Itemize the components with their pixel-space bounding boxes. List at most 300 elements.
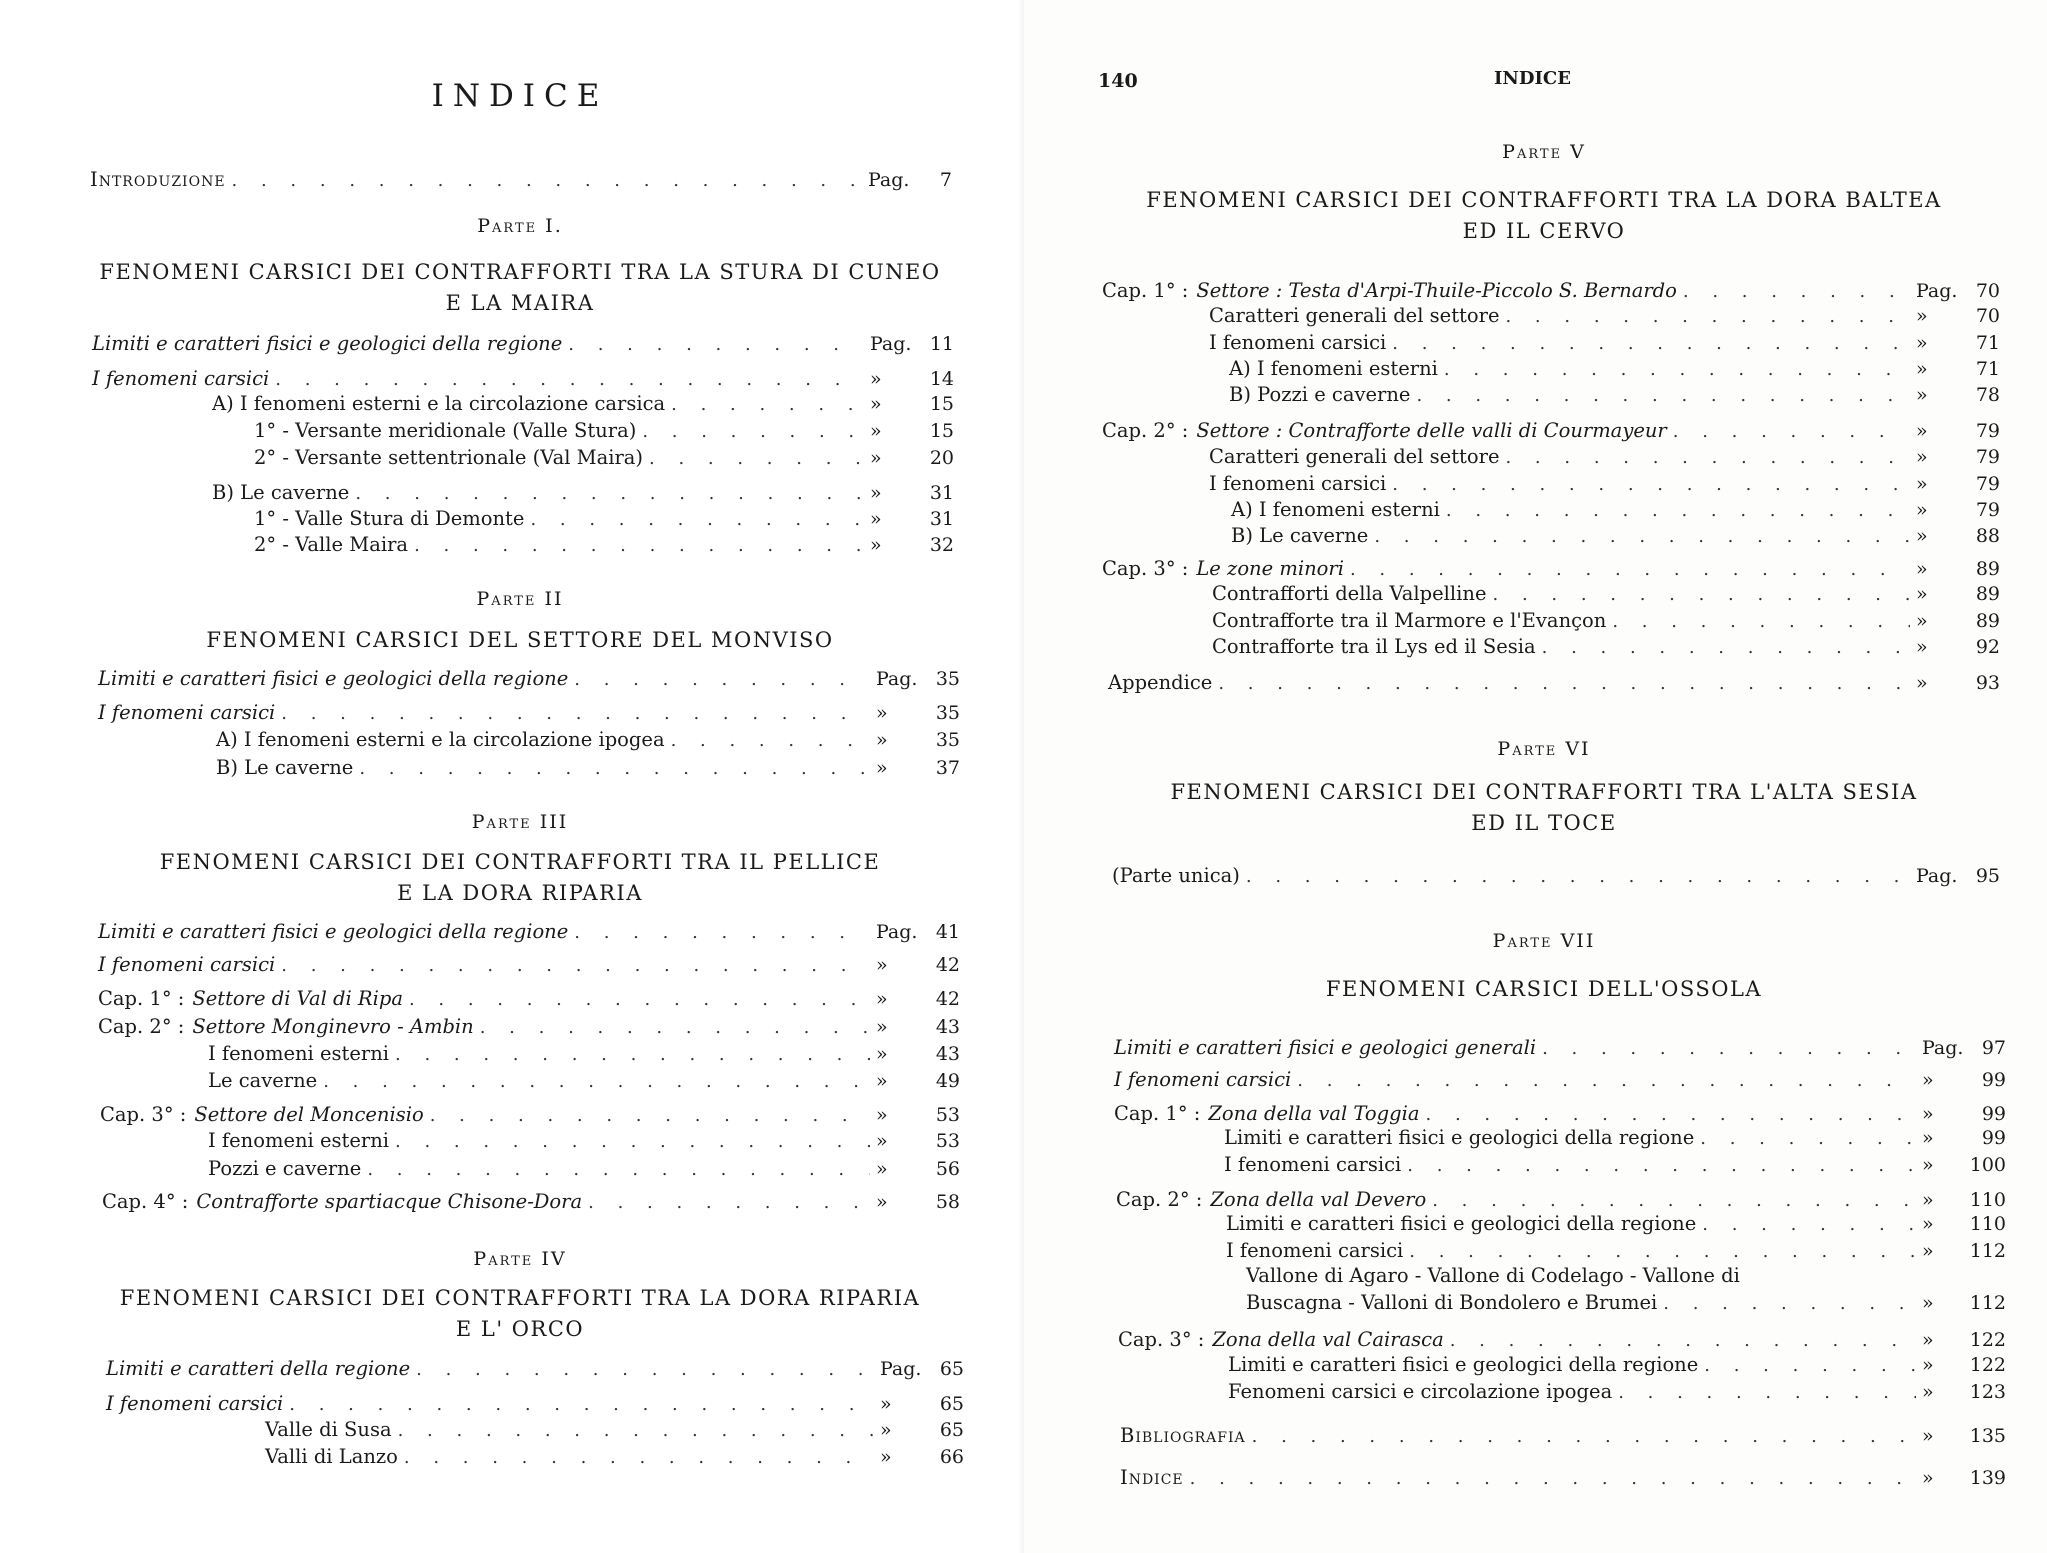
entry-label: I fenomeni carsici — [1224, 1153, 1402, 1176]
entry-ref: » — [1922, 1467, 1934, 1489]
entry-page: 43 — [935, 1043, 960, 1065]
part-label: Parte III — [471, 811, 569, 833]
entry-page: 49 — [935, 1070, 960, 1092]
entry-page: 122 — [1969, 1354, 2006, 1376]
right-page — [1024, 0, 2047, 1553]
toc-entry-indice[interactable] — [1120, 1466, 2006, 1493]
entry-label: Caratteri generali del settore — [1209, 304, 1500, 327]
chapter-label: Cap. 4° : — [102, 1190, 189, 1213]
toc-entry[interactable] — [106, 1357, 964, 1384]
entry-ref: Pag. — [1922, 1037, 1964, 1059]
entry-label: Settore : Testa d'Arpi-Thuile-Piccolo S. Bernardo — [1196, 279, 1677, 302]
leader-dots — [395, 1044, 870, 1065]
toc-entry[interactable] — [1102, 419, 2000, 446]
entry-label: Limiti e caratteri della regione — [106, 1357, 411, 1380]
toc-entry[interactable] — [98, 953, 960, 980]
entry-page: 79 — [1975, 446, 2000, 468]
entry-page: 53 — [935, 1104, 960, 1126]
entry-page: 97 — [1981, 1037, 2006, 1059]
chapter-label: Cap. 1° : — [1114, 1102, 1201, 1125]
entry-page: 122 — [1969, 1329, 2006, 1351]
toc-entry[interactable] — [1246, 1264, 2006, 1291]
entry-ref: » — [876, 1043, 888, 1065]
leader-dots — [395, 1131, 870, 1152]
entry-page: 88 — [1975, 525, 2000, 547]
leader-dots — [530, 509, 864, 530]
toc-entry[interactable] — [216, 728, 960, 755]
leader-dots — [1612, 611, 1910, 632]
entry-ref: » — [1922, 1354, 1934, 1376]
toc-entry[interactable] — [265, 1418, 964, 1445]
leader-dots — [1446, 500, 1910, 521]
toc-entry[interactable] — [1112, 864, 2000, 891]
entry-page: 14 — [929, 368, 954, 390]
entry-label: Appendice — [1108, 671, 1213, 694]
leader-dots — [671, 730, 870, 751]
leader-dots — [1683, 281, 1910, 302]
leader-dots — [1444, 359, 1910, 380]
page-title: INDICE — [431, 78, 609, 114]
leader-dots — [480, 1017, 870, 1038]
entry-label: B) Pozzi e caverne — [1229, 383, 1411, 406]
entry-label: 2° - Valle Maira — [254, 533, 409, 556]
toc-entry[interactable] — [100, 1103, 960, 1130]
part-label: Parte IV — [473, 1248, 567, 1270]
entry-ref: » — [880, 1446, 892, 1468]
leader-dots — [1297, 1070, 1916, 1091]
leader-dots — [1392, 333, 1910, 354]
toc-entry[interactable] — [254, 533, 954, 560]
leader-dots — [359, 758, 870, 779]
entry-label: Zona della val Toggia — [1208, 1102, 1420, 1125]
entry-page: 100 — [1969, 1154, 2006, 1176]
leader-dots — [281, 703, 870, 724]
entry-ref: » — [880, 1419, 892, 1441]
toc-entry[interactable] — [98, 920, 960, 947]
entry-page: 99 — [1981, 1069, 2006, 1091]
entry-ref: » — [870, 393, 882, 415]
entry-label: B) Le caverne — [1231, 524, 1369, 547]
entry-label: A) I fenomeni esterni — [1231, 498, 1440, 521]
entry-page: 56 — [935, 1158, 960, 1180]
entry-ref: » — [1922, 1103, 1934, 1125]
entry-page: 79 — [1975, 473, 2000, 495]
entry-label: Caratteri generali del settore — [1209, 445, 1500, 468]
toc-entry[interactable] — [1114, 1068, 2006, 1095]
leader-dots — [1700, 1128, 1916, 1149]
entry-ref: » — [1916, 473, 1928, 495]
entry-label: Valli di Lanzo — [265, 1445, 398, 1468]
entry-ref: » — [876, 1104, 888, 1126]
entry-label: I fenomeni esterni — [208, 1129, 390, 1152]
entry-ref: » — [1922, 1213, 1934, 1235]
entry-ref: » — [1916, 558, 1928, 580]
entry-page: 92 — [1975, 636, 2000, 658]
entry-label: Contrafforti della Valpelline — [1212, 582, 1487, 605]
entry-ref: » — [870, 420, 882, 442]
toc-entry[interactable] — [1118, 1328, 2006, 1355]
entry-page: 58 — [935, 1191, 960, 1213]
entry-label: B) Le caverne — [212, 481, 350, 504]
entry-page: 65 — [939, 1419, 964, 1441]
entry-label: Settore di Val di Ripa — [192, 987, 403, 1010]
entry-page: 35 — [935, 668, 960, 690]
entry-ref: » — [1916, 583, 1928, 605]
entry-page: 32 — [929, 534, 954, 556]
entry-ref: » — [1916, 525, 1928, 547]
toc-entry[interactable] — [1108, 671, 2000, 698]
entry-page: 112 — [1969, 1292, 2006, 1314]
leader-dots — [416, 1359, 874, 1380]
entry-label: Settore del Moncenisio — [194, 1103, 424, 1126]
entry-label: Contrafforte tra il Marmore e l'Evançon — [1212, 609, 1607, 632]
entry-ref: » — [1916, 332, 1928, 354]
entry-page: 31 — [929, 482, 954, 504]
toc-entry[interactable] — [1209, 472, 2000, 499]
leader-dots — [1350, 559, 1910, 580]
entry-ref: » — [1922, 1240, 1934, 1262]
entry-page: 7 — [939, 169, 952, 191]
entry-label: A) I fenomeni esterni — [1229, 357, 1438, 380]
leader-dots — [1407, 1155, 1916, 1176]
entry-label: 2° - Versante settentrionale (Val Maira) — [254, 446, 644, 469]
entry-label: Limiti e caratteri fisici e geologici della regione — [1228, 1353, 1699, 1376]
part-label: Parte I. — [477, 215, 563, 237]
toc-entry[interactable] — [216, 756, 960, 783]
entry-page: 99 — [1981, 1103, 2006, 1125]
toc-entry-introduzione[interactable] — [90, 168, 952, 195]
part-heading-line: FENOMENI CARSICI DELL'OSSOLA — [1325, 977, 1763, 1001]
toc-entry[interactable] — [1231, 498, 2000, 525]
leader-dots — [1542, 637, 1910, 658]
entry-page: 35 — [935, 729, 960, 751]
leader-dots — [1505, 306, 1910, 327]
leader-dots — [671, 394, 864, 415]
part-heading-line: FENOMENI CARSICI DEI CONTRAFFORTI TRA LA STURA DI CUNEO — [99, 260, 941, 284]
entry-page: 79 — [1975, 420, 2000, 442]
leader-dots — [430, 1105, 870, 1126]
entry-label: Settore : Contrafforte delle valli di Courmayeur — [1196, 419, 1667, 442]
toc-entry[interactable] — [1212, 609, 2000, 636]
entry-ref: » — [1916, 358, 1928, 380]
toc-entry[interactable] — [208, 1042, 960, 1069]
leader-dots — [1618, 1382, 1916, 1403]
entry-ref: Pag. — [876, 921, 918, 943]
toc-entry[interactable] — [1209, 331, 2000, 358]
entry-ref: Pag. — [880, 1358, 922, 1380]
entry-page: 110 — [1969, 1189, 2006, 1211]
entry-label: 1° - Valle Stura di Demonte — [254, 507, 525, 530]
entry-ref: Pag. — [1916, 865, 1958, 887]
entry-page: 41 — [935, 921, 960, 943]
toc-entry[interactable] — [98, 667, 960, 694]
entry-ref: » — [870, 447, 882, 469]
leader-dots — [414, 535, 864, 556]
leader-dots — [289, 1394, 874, 1415]
chapter-label: Cap. 3° : — [1102, 557, 1189, 580]
entry-label: Vallone di Agaro - Vallone di Codelago - Vallone di — [1246, 1264, 1740, 1287]
entry-ref: » — [876, 729, 888, 751]
entry-page: 65 — [939, 1393, 964, 1415]
entry-label: (Parte unica) — [1112, 864, 1240, 887]
entry-page: 20 — [929, 447, 954, 469]
part-heading-line: ED IL CERVO — [1462, 219, 1626, 243]
part-label: Parte V — [1502, 141, 1586, 163]
leader-dots — [1426, 1104, 1917, 1125]
entry-page: 11 — [929, 333, 954, 355]
toc-entry-bibliografia[interactable] — [1120, 1424, 2006, 1451]
entry-ref: » — [876, 1191, 888, 1213]
entry-page: 89 — [1975, 558, 2000, 580]
leader-dots — [275, 369, 864, 390]
toc-entry[interactable] — [254, 446, 954, 473]
entry-page: 139 — [1969, 1467, 2006, 1489]
entry-ref: Pag. — [876, 668, 918, 690]
running-head: INDICE — [1494, 68, 1571, 89]
leader-dots — [232, 170, 862, 191]
entry-label: I fenomeni carsici — [1209, 472, 1387, 495]
entry-label: Limiti e caratteri fisici e geologici della regione — [98, 920, 569, 943]
chapter-label: Cap. 2° : — [1102, 419, 1189, 442]
part-heading — [60, 625, 980, 656]
entry-label: I fenomeni carsici — [1114, 1068, 1292, 1091]
entry-page: 79 — [1975, 499, 2000, 521]
entry-ref: » — [870, 482, 882, 504]
leader-dots — [1673, 421, 1910, 442]
entry-ref: » — [1922, 1189, 1934, 1211]
entry-label: Limiti e caratteri fisici e geologici generali — [1114, 1036, 1537, 1059]
toc-entry[interactable] — [1226, 1239, 2006, 1266]
entry-page: 43 — [935, 1016, 960, 1038]
entry-page: 95 — [1975, 865, 2000, 887]
entry-ref: » — [1916, 446, 1928, 468]
entry-ref: » — [876, 954, 888, 976]
part-label: Parte VI — [1497, 738, 1591, 760]
toc-entry[interactable] — [1226, 1212, 2006, 1239]
entry-page: 78 — [1975, 384, 2000, 406]
toc-entry[interactable] — [1102, 279, 2000, 306]
entry-page: 31 — [929, 508, 954, 530]
toc-entry[interactable] — [1209, 445, 2000, 472]
entry-label: Introduzione — [90, 168, 226, 191]
entry-label: Limiti e caratteri fisici e geologici della regione — [92, 332, 563, 355]
entry-page: 15 — [929, 420, 954, 442]
toc-entry[interactable] — [208, 1157, 960, 1184]
leader-dots — [1190, 1468, 1916, 1489]
entry-page: 70 — [1975, 305, 2000, 327]
entry-label: 1° - Versante meridionale (Valle Stura) — [254, 419, 637, 442]
leader-dots — [1704, 1355, 1916, 1376]
toc-entry[interactable] — [1224, 1153, 2006, 1180]
toc-entry[interactable] — [92, 367, 954, 394]
entry-page: 53 — [935, 1130, 960, 1152]
toc-entry[interactable] — [1229, 357, 2000, 384]
toc-entry[interactable] — [208, 1129, 960, 1156]
page-number: 140 — [1098, 70, 1138, 92]
toc-entry[interactable] — [1229, 383, 2000, 410]
entry-ref: » — [876, 988, 888, 1010]
toc-entry[interactable] — [254, 507, 954, 534]
entry-label: Limiti e caratteri fisici e geologici della regione — [1224, 1126, 1695, 1149]
leader-dots — [588, 1192, 870, 1213]
entry-ref: » — [1916, 610, 1928, 632]
toc-entry[interactable] — [1212, 635, 2000, 662]
part-label: Parte II — [476, 588, 564, 610]
leader-dots — [574, 669, 870, 690]
entry-ref: » — [1922, 1329, 1934, 1351]
toc-entry[interactable] — [98, 701, 960, 728]
entry-label: Pozzi e caverne — [208, 1157, 362, 1180]
leader-dots — [1416, 385, 1910, 406]
entry-ref: » — [876, 757, 888, 779]
toc-entry[interactable] — [1246, 1291, 2006, 1318]
leader-dots — [1252, 1426, 1916, 1447]
part-heading-line: FENOMENI CARSICI DEI CONTRAFFORTI TRA LA DORA RIPARIA — [119, 1286, 921, 1310]
entry-label: Contrafforte tra il Lys ed il Sesia — [1212, 635, 1536, 658]
leader-dots — [1374, 526, 1910, 547]
entry-ref: » — [1922, 1127, 1934, 1149]
entry-ref: » — [1916, 420, 1928, 442]
entry-ref: » — [870, 508, 882, 530]
part-heading-line: FENOMENI CARSICI DEL SETTORE DEL MONVISO — [206, 628, 834, 652]
entry-page: 70 — [1975, 280, 2000, 302]
leader-dots — [367, 1159, 870, 1180]
part-heading-line: FENOMENI CARSICI DEI CONTRAFFORTI TRA LA DORA BALTEA — [1146, 188, 1942, 212]
entry-page: 112 — [1969, 1240, 2006, 1262]
leader-dots — [1450, 1330, 1916, 1351]
entry-label: Bibliografia — [1120, 1424, 1246, 1447]
toc-entry[interactable] — [212, 481, 954, 508]
entry-ref: » — [880, 1393, 892, 1415]
entry-label: A) I fenomeni esterni e la circolazione carsica — [212, 392, 666, 415]
chapter-label: Cap. 1° : — [98, 987, 185, 1010]
part-heading-line: ED IL TOCE — [1471, 811, 1617, 835]
entry-ref: » — [1922, 1292, 1934, 1314]
toc-entry[interactable] — [208, 1069, 960, 1096]
entry-page: 71 — [1975, 332, 2000, 354]
toc-entry[interactable] — [212, 392, 954, 419]
toc-entry[interactable] — [1228, 1380, 2006, 1407]
entry-ref: » — [876, 1016, 888, 1038]
entry-ref: » — [1922, 1069, 1934, 1091]
entry-label: Limiti e caratteri fisici e geologici della regione — [1226, 1212, 1697, 1235]
entry-page: 71 — [1975, 358, 2000, 380]
entry-page: 15 — [929, 393, 954, 415]
entry-ref: » — [870, 534, 882, 556]
entry-page: 37 — [935, 757, 960, 779]
toc-entry[interactable] — [98, 1015, 960, 1042]
toc-entry[interactable] — [1231, 524, 2000, 551]
toc-entry[interactable] — [1114, 1036, 2006, 1063]
leader-dots — [281, 955, 870, 976]
leader-dots — [398, 1420, 874, 1441]
entry-label: Buscagna - Valloni di Bondolero e Brumei — [1246, 1291, 1658, 1314]
toc-entry[interactable] — [102, 1190, 960, 1217]
chapter-label: Cap. 1° : — [1102, 279, 1189, 302]
toc-entry[interactable] — [254, 419, 954, 446]
leader-dots — [642, 421, 864, 442]
entry-page: 123 — [1969, 1381, 2006, 1403]
toc-entry[interactable] — [1116, 1188, 2006, 1215]
toc-entry[interactable] — [265, 1445, 964, 1472]
entry-label: Settore Monginevro - Ambin — [192, 1015, 474, 1038]
entry-label: B) Le caverne — [216, 756, 354, 779]
entry-page: 66 — [939, 1446, 964, 1468]
part-label: Parte VII — [1492, 930, 1596, 952]
entry-label: I fenomeni carsici — [106, 1392, 284, 1415]
leader-dots — [404, 1447, 874, 1468]
entry-label: Le zone minori — [1196, 557, 1344, 580]
leader-dots — [1218, 673, 1910, 694]
part-heading — [60, 847, 980, 909]
entry-label: Contrafforte spartiacque Chisone-Dora — [196, 1190, 583, 1213]
entry-label: Zona della val Devero — [1210, 1188, 1427, 1211]
leader-dots — [1246, 866, 1910, 887]
toc-entry[interactable] — [1102, 557, 2000, 584]
entry-ref: » — [876, 1158, 888, 1180]
leader-dots — [1702, 1214, 1916, 1235]
leader-dots — [1542, 1038, 1916, 1059]
entry-ref: » — [1916, 672, 1928, 694]
leader-dots — [323, 1071, 870, 1092]
entry-ref: Pag. — [870, 333, 912, 355]
toc-entry[interactable] — [1212, 582, 2000, 609]
part-heading — [1094, 974, 1994, 1005]
entry-page: 89 — [1975, 610, 2000, 632]
entry-ref: » — [1922, 1154, 1934, 1176]
entry-label: A) I fenomeni esterni e la circolazione ipogea — [216, 728, 665, 751]
entry-ref: » — [1916, 305, 1928, 327]
toc-entry[interactable] — [106, 1392, 964, 1419]
entry-page: 65 — [939, 1358, 964, 1380]
entry-label: I fenomeni carsici — [1226, 1239, 1404, 1262]
leader-dots — [1505, 447, 1910, 468]
entry-ref: » — [1916, 499, 1928, 521]
toc-entry[interactable] — [1228, 1353, 2006, 1380]
part-heading-line: FENOMENI CARSICI DEI CONTRAFFORTI TRA L'ALTA SESIA — [1170, 780, 1918, 804]
leader-dots — [1392, 474, 1910, 495]
entry-ref: » — [1922, 1425, 1934, 1447]
chapter-label: Cap. 2° : — [98, 1015, 185, 1038]
leader-dots — [1432, 1190, 1916, 1211]
toc-entry[interactable] — [1209, 304, 2000, 331]
leader-dots — [574, 922, 870, 943]
toc-entry[interactable] — [98, 987, 960, 1014]
leader-dots — [409, 989, 870, 1010]
entry-label: Indice — [1120, 1466, 1184, 1489]
leader-dots — [1493, 584, 1911, 605]
part-heading — [1094, 777, 1994, 839]
entry-label: Zona della val Cairasca — [1212, 1328, 1444, 1351]
entry-ref: » — [1916, 636, 1928, 658]
entry-label: I fenomeni esterni — [208, 1042, 390, 1065]
entry-label: Fenomeni carsici e circolazione ipogea — [1228, 1380, 1613, 1403]
leader-dots — [1663, 1293, 1916, 1314]
leader-dots — [355, 483, 864, 504]
toc-entry[interactable] — [1224, 1126, 2006, 1153]
entry-ref: » — [876, 1130, 888, 1152]
leader-dots — [1409, 1241, 1916, 1262]
entry-ref: » — [1916, 384, 1928, 406]
entry-page: 135 — [1969, 1425, 2006, 1447]
entry-ref: » — [876, 702, 888, 724]
chapter-label: Cap. 3° : — [1118, 1328, 1205, 1351]
toc-entry[interactable] — [1114, 1102, 2006, 1129]
part-heading — [60, 1283, 980, 1345]
leader-dots — [649, 448, 864, 469]
toc-entry[interactable] — [92, 332, 954, 359]
entry-label: I fenomeni carsici — [98, 701, 276, 724]
